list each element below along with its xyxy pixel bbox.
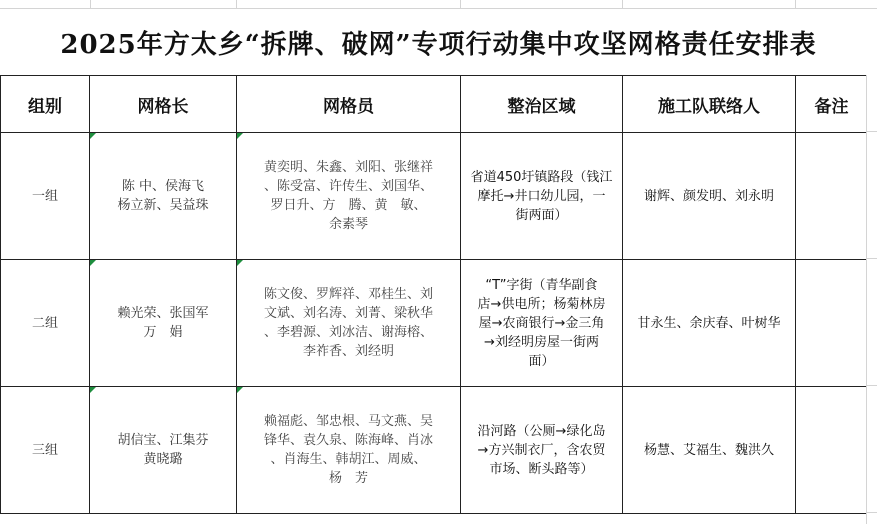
comment-marker-icon — [90, 387, 96, 393]
area-line: “T”字街（青华副食 — [485, 277, 598, 293]
members-line: 余素琴 — [328, 217, 368, 232]
header-members[interactable]: 网格员 — [237, 76, 461, 133]
members-line: 、肖海生、韩胡江、周威、 — [270, 452, 427, 467]
header-area[interactable]: 整治区域 — [461, 76, 623, 133]
members-cell[interactable] — [237, 260, 461, 387]
table-title: 2025年方太乡“拆牌、破网”专项行动集中攻坚网格责任安排表 — [60, 29, 817, 60]
header-contact[interactable]: 施工队联络人 — [623, 76, 796, 133]
members-line: 文斌、刘名涛、刘菁、梁秋华 — [263, 306, 433, 321]
header-row — [1, 76, 868, 133]
group-cell[interactable]: 三组 — [1, 387, 90, 514]
group-cell[interactable]: 一组 — [1, 133, 90, 260]
leader-line: 赖光荣、张国军 — [117, 306, 209, 321]
leader-line: 万 娟 — [143, 325, 183, 340]
comment-marker-icon — [90, 133, 96, 139]
area-line: →方兴制衣厂，含农贸 — [477, 442, 606, 458]
header-notes[interactable]: 备注 — [796, 76, 868, 133]
table-row — [1, 133, 868, 260]
contact-cell[interactable]: 谢辉、颜发明、刘永明 — [623, 133, 796, 260]
comment-marker-icon — [237, 387, 243, 393]
area-line: 街两面） — [515, 207, 568, 223]
members-line: 、陈受富、许传生、刘国华、 — [263, 179, 433, 194]
grid-responsibility-table — [0, 75, 868, 514]
area-line: 屋→农商银行→金三角 — [478, 315, 605, 331]
leader-line: 杨立新、吴益珠 — [117, 198, 209, 213]
table-row — [1, 260, 868, 387]
members-line: 、李碧源、刘冰洁、谢海榕、 — [263, 325, 433, 340]
notes-cell[interactable] — [796, 260, 868, 387]
header-leader[interactable]: 网格长 — [90, 76, 237, 133]
leader-line: 陈 中、侯海飞 — [121, 179, 205, 194]
area-cell[interactable] — [461, 260, 623, 387]
contact-cell[interactable]: 杨慧、艾福生、魏洪久 — [623, 387, 796, 514]
contact-cell[interactable]: 甘永生、余庆春、叶树华 — [623, 260, 796, 387]
comment-marker-icon — [237, 260, 243, 266]
spreadsheet-gridlines — [0, 0, 877, 9]
area-line: 省道450圩镇路段（钱江 — [470, 169, 613, 185]
comment-marker-icon — [90, 260, 96, 266]
area-cell[interactable] — [461, 387, 623, 514]
comment-marker-icon — [237, 133, 243, 139]
area-line: 沿河路（公厕→绿化岛 — [477, 423, 606, 439]
area-line: 市场、断头路等） — [489, 461, 594, 477]
members-line: 黄奕明、朱鑫、刘阳、张继祥 — [263, 160, 433, 175]
members-line: 赖福彪、邹忠根、马文燕、吴 — [263, 414, 433, 429]
members-line: 杨 芳 — [328, 471, 368, 486]
leader-cell[interactable] — [90, 260, 237, 387]
header-group[interactable]: 组别 — [1, 76, 90, 133]
notes-cell[interactable] — [796, 387, 868, 514]
members-cell[interactable] — [237, 387, 461, 514]
members-cell[interactable] — [237, 133, 461, 260]
area-line: →刘经明房屋一街两 — [484, 334, 599, 350]
area-line: 店→供电所；杨菊林房 — [477, 296, 606, 312]
table-row — [1, 387, 868, 514]
members-line: 罗日升、方 腾、黄 敏、 — [270, 198, 427, 213]
members-line: 锋华、袁久泉、陈海峰、肖冰 — [263, 433, 433, 448]
adjacent-column-edge — [866, 75, 877, 524]
members-line: 李祚香、刘经明 — [302, 344, 394, 359]
notes-cell[interactable] — [796, 133, 868, 260]
leader-cell[interactable] — [90, 387, 237, 514]
group-cell[interactable]: 二组 — [1, 260, 90, 387]
members-line: 陈文俊、罗辉祥、邓桂生、刘 — [263, 287, 433, 302]
area-cell[interactable] — [461, 133, 623, 260]
leader-line: 胡信宝、江集芬 — [117, 433, 209, 448]
area-line: 摩托→井口幼儿园，一 — [477, 188, 606, 204]
leader-cell[interactable] — [90, 133, 237, 260]
leader-line: 黄晓璐 — [143, 452, 183, 467]
area-line: 面） — [528, 353, 555, 369]
